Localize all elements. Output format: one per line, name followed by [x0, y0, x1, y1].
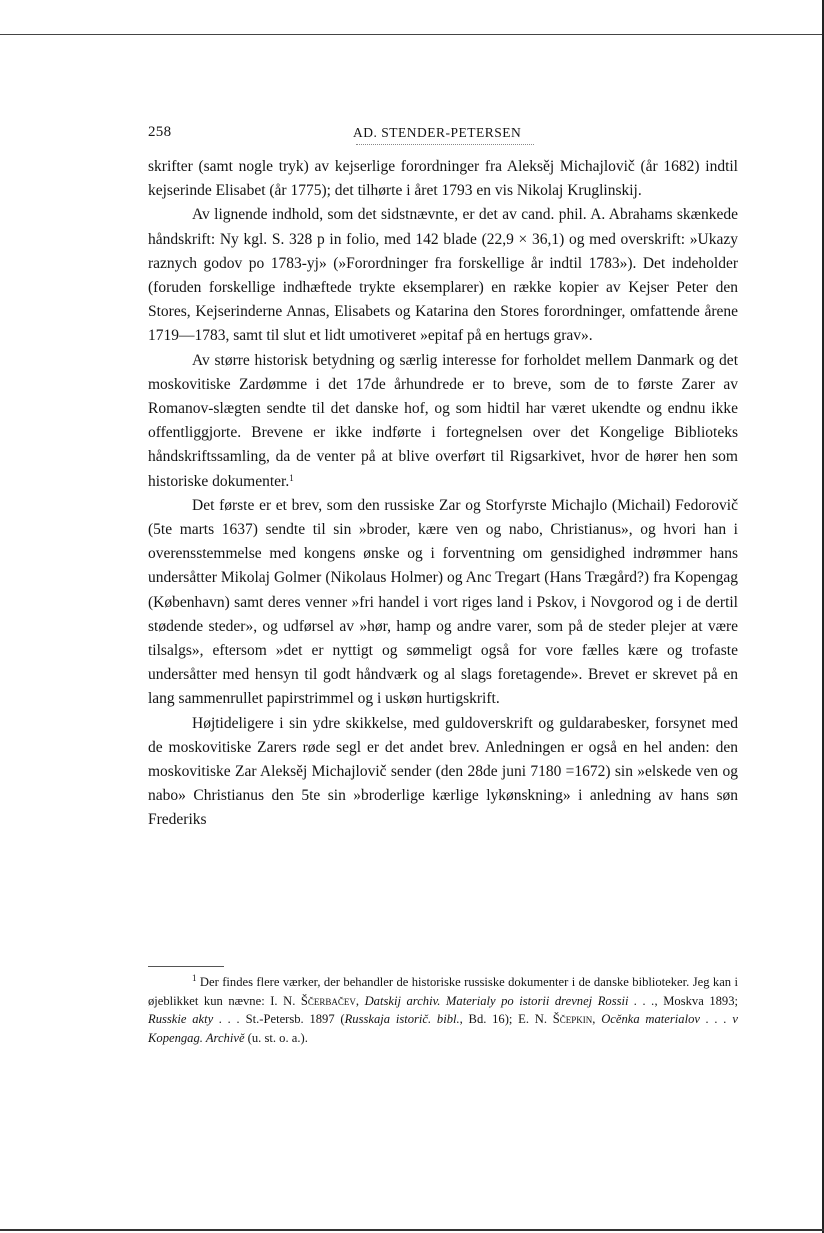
footnote-text-e: (u. st. o. a.). — [244, 1030, 308, 1045]
footnote-sep-1: , — [355, 993, 365, 1008]
paragraph-3-text: Av større historisk betydning og særlig interesse for forholdet mellem Danmark og det moskovitiske Zardømme i det 17de århundrede er to breve, som de to første Zarer av Romanov-slægten sendte til det danske hof, og som hidtil har været ukendte og endnu ikke offentliggjorte. Brevene er ikke indførte i fortegnelsen over det Kongelige Biblioteks håndskriftssamling, da de venter på at blive overført til Rigsarkivet, hvor de hører hen som historiske dokumenter. — [148, 351, 738, 490]
page-header — [148, 124, 738, 146]
footnote-number: 1 — [192, 973, 197, 983]
footnote-text-b: , Moskva 1893; — [654, 993, 739, 1008]
paragraph-2: Av lignende indhold, som det sidstnævnte, er det av cand. phil. A. Abrahams skænkede håndskrift: Ny kgl. S. 328 p in folio, med 142 blade (22,9 × 36,1) og med overskrift: »Ukazy raznych godov po 1783-yj» (»Forordninger fra forskellige år indtil 1783»). Det indeholder (foruden forskellige indhæftede trykte eksemplarer) en række kopier av Kejser Peter den Stores, Kejserinderne Annas, Elisabets og Katarina den Stores forordninger, omfattende årene 1719—1783, samt til slut et lidt umotiveret »epitaf på en hertugs grav». — [148, 206, 738, 345]
running-head-rule — [356, 144, 534, 145]
scan-border-top — [0, 34, 824, 35]
running-head: AD. STENDER-PETERSEN — [353, 125, 522, 140]
footnotes — [148, 973, 738, 1047]
footnote-title-1: Datskij archiv. Materialy po istorii drevnej Rossii . . . — [364, 993, 655, 1008]
footnote-text-d: , Bd. 16); E. N. — [459, 1012, 553, 1027]
footnote-1 — [148, 973, 738, 1047]
paragraph-4: Det første er et brev, som den russiske Zar og Storfyrste Michajlo (Michail) Fedorovič (5te marts 1637) sendte til sin »broder, kære ven og nabo, Christianus», og hvori han i overensstemmelse med kongens ønske og i forventning om gensidighed indrømmer hans undersåtter Mikolaj Golmer (Nikolaus Holmer) og Anc Tregart (Hans Trægård?) fra Kopengag (København) samt deres venner »fri handel i vort riges land i Pskov, i Novgorod og i de dertil stødende steder», og udførsel av »hør, hamp og andre varer, som på de steder plejer at være tilsalgs», eftersom »det er nyttigt og sømmeligt også for vore fælles kære og trofaste undersåtter med hensyn til godt håndværk og al slags foretagende». Brevet er skrevet på en lang sammenrullet papirstrimmel og i uskøn hurtigskrift. — [148, 496, 738, 708]
footnote-reference[interactable]: 1 — [289, 472, 294, 483]
footnote-text-c: St.-Petersb. 1897 ( — [239, 1012, 345, 1027]
footnote-separator — [148, 966, 224, 967]
footnote-text-a: Der findes flere værker, der behandler de historiske russiske dokumenter i de danske biblioteker. Jeg kan i øjeblikket kun nævne: I. N. — [148, 975, 738, 1008]
body-text — [148, 155, 738, 833]
paragraph-3 — [148, 349, 738, 494]
footnote-title-2: Russkie akty . . . — [148, 1012, 240, 1027]
footnote-author-1: Ščerbačev — [300, 993, 356, 1008]
footnote-sep-2: , — [592, 1012, 602, 1027]
footnote-title-3: Russkaja istorič. bibl. — [344, 1012, 460, 1027]
page-number: 258 — [148, 124, 172, 140]
footnote-author-2: Ščepkin — [552, 1012, 593, 1027]
paragraph-1: skrifter (samt nogle tryk) av kejserlige forordninger fra Aleksěj Michajlovič (år 1682) indtil kejserinde Elisabet (år 1775); det tilhørte i året 1793 en vis Nikolaj Kruglinskij. — [148, 158, 738, 200]
footnote-title-4: Ocěnka materialov . . . v Kopengag. Archivě — [148, 1012, 738, 1045]
scan-border-bottom — [0, 1229, 824, 1231]
paragraph-5: Højtideligere i sin ydre skikkelse, med guldoverskrift og guldarabesker, forsynet med de moskovitiske Zarers røde segl er det andet brev. Anledningen er også en hel anden: den moskovitiske Zar Aleksěj Michajlovič sender (den 28de juni 7180 =1672) sin »elskede ven og nabo» Christianus den 5te sin »broderlige kærlige lykønskning» i anledning av hans søn Frederiks — [148, 714, 738, 829]
